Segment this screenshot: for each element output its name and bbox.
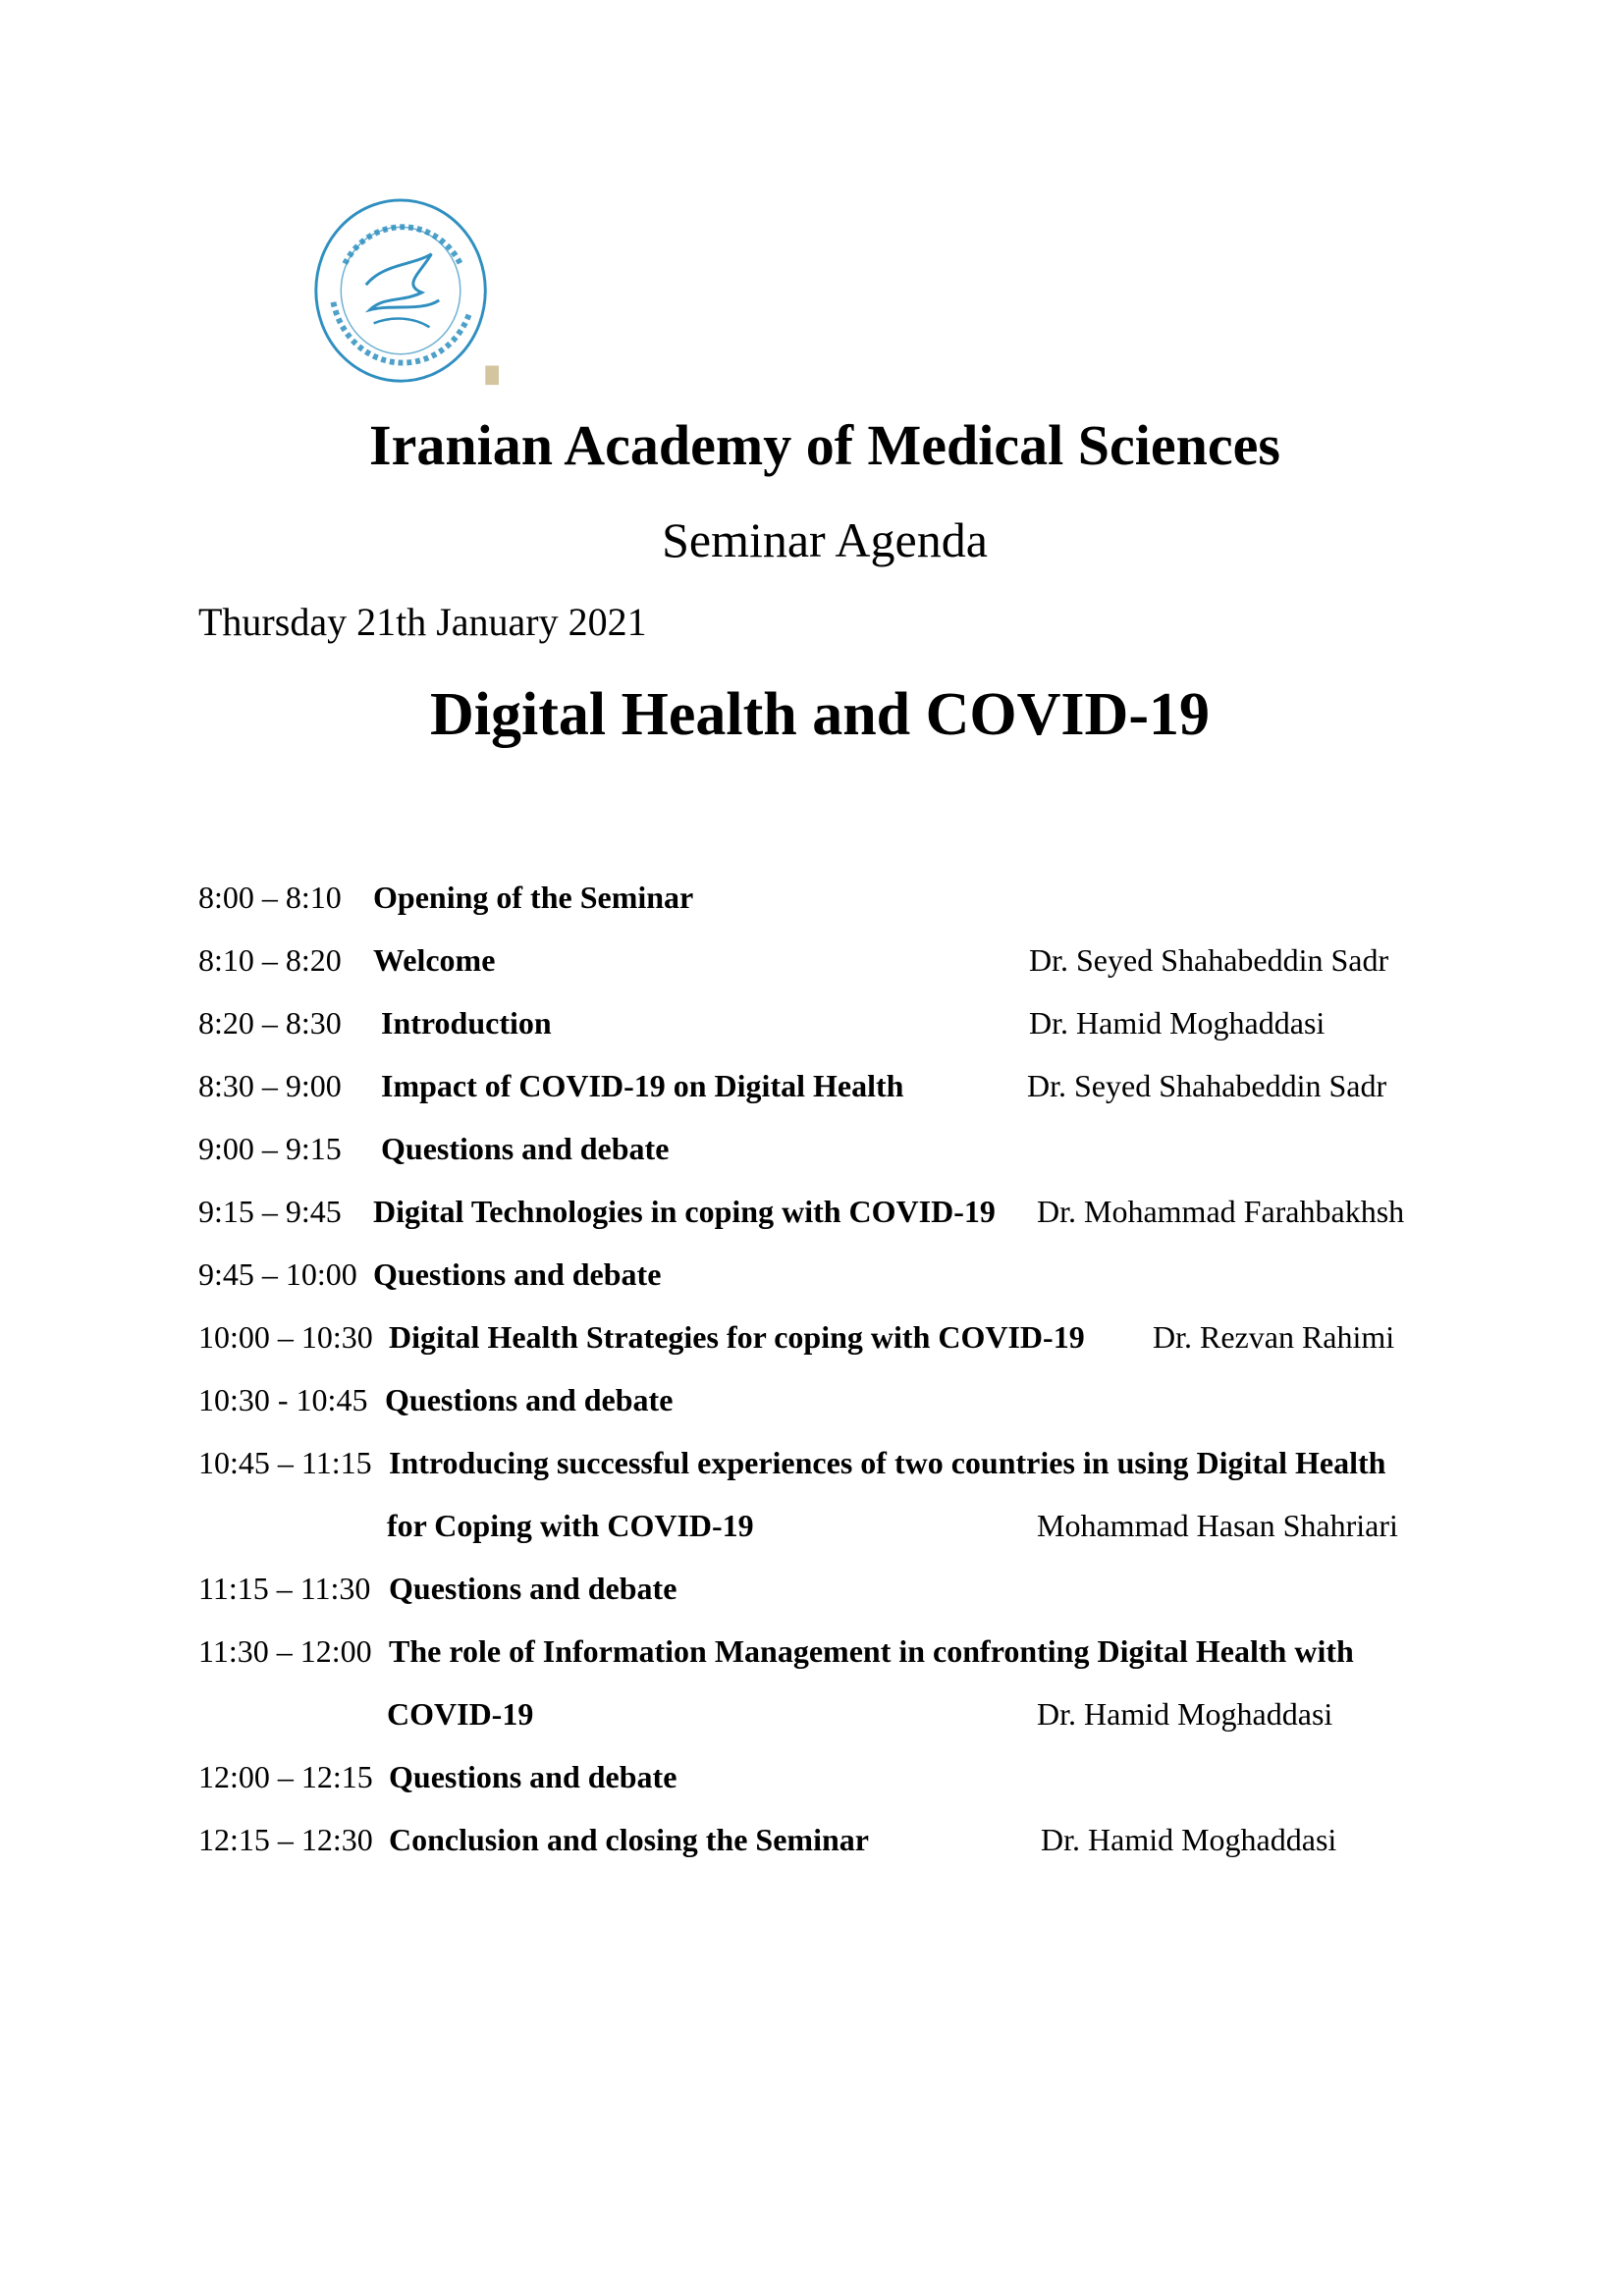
agenda-row xyxy=(0,1188,1624,1235)
agenda-time: 10:30 - 10:45 xyxy=(198,1382,368,1417)
agenda-speaker: Dr. Seyed Shahabeddin Sadr xyxy=(1027,1068,1387,1103)
agenda-speaker: Dr. Rezvan Rahimi xyxy=(1153,1319,1395,1355)
agenda-speaker: Dr. Hamid Moghaddasi xyxy=(1037,1696,1333,1732)
agenda-item: The role of Information Management in confronting Digital Health with xyxy=(389,1633,1354,1669)
academy-title: Iranian Academy of Medical Sciences xyxy=(369,413,1280,477)
agenda-item: Conclusion and closing the Seminar xyxy=(389,1822,869,1857)
agenda-time: 10:45 – 11:15 xyxy=(198,1445,372,1480)
agenda-time: 11:30 – 12:00 xyxy=(198,1633,372,1669)
agenda-time: 8:10 – 8:20 xyxy=(198,942,342,978)
agenda-row xyxy=(0,1753,1624,1800)
agenda-item: Welcome xyxy=(373,942,496,978)
agenda-item: Introducing successful experiences of two countries in using Digital Health xyxy=(389,1445,1386,1480)
agenda-speaker: Mohammad Hasan Shahriari xyxy=(1037,1508,1398,1543)
agenda-time: 9:00 – 9:15 xyxy=(198,1131,342,1166)
agenda-speaker: Dr. Hamid Moghaddasi xyxy=(1029,1005,1326,1041)
agenda-row xyxy=(0,1125,1624,1172)
agenda-time: 8:20 – 8:30 xyxy=(198,1005,342,1041)
agenda-row xyxy=(0,1565,1624,1612)
agenda-item: Introduction xyxy=(381,1005,552,1041)
agenda-speaker: Dr. Hamid Moghaddasi xyxy=(1041,1822,1337,1857)
agenda-item: Questions and debate xyxy=(385,1382,674,1417)
agenda-time: 11:15 – 11:30 xyxy=(198,1571,371,1606)
agenda-row-continuation xyxy=(0,1690,1624,1737)
agenda-time: 8:30 – 9:00 xyxy=(198,1068,342,1103)
agenda-row xyxy=(0,1439,1624,1486)
agenda-time: 9:15 – 9:45 xyxy=(198,1194,342,1229)
agenda-row xyxy=(0,874,1624,921)
agenda-item: Digital Technologies in coping with COVID-19 xyxy=(373,1194,996,1229)
agenda-time: 8:00 – 8:10 xyxy=(198,880,342,915)
agenda-item: Questions and debate xyxy=(373,1256,662,1292)
agenda-speaker: Dr. Seyed Shahabeddin Sadr xyxy=(1029,942,1389,978)
agenda-row xyxy=(0,1313,1624,1361)
agenda-row xyxy=(0,936,1624,984)
agenda-item-continuation: COVID-19 xyxy=(387,1696,534,1732)
agenda-item: Questions and debate xyxy=(389,1571,677,1606)
agenda-speaker: Dr. Mohammad Farahbakhsh xyxy=(1037,1194,1405,1229)
agenda-row xyxy=(0,1062,1624,1109)
agenda-row xyxy=(0,1251,1624,1298)
agenda-time: 12:15 – 12:30 xyxy=(198,1822,373,1857)
agenda-row xyxy=(0,1628,1624,1675)
agenda-row xyxy=(0,1376,1624,1423)
agenda-item: Impact of COVID-19 on Digital Health xyxy=(381,1068,904,1103)
agenda-time: 12:00 – 12:15 xyxy=(198,1759,373,1794)
agenda-time: 9:45 – 10:00 xyxy=(198,1256,357,1292)
agenda-item: Digital Health Strategies for coping with COVID-19 xyxy=(389,1319,1085,1355)
agenda-item: Opening of the Seminar xyxy=(373,880,694,915)
agenda-item: Questions and debate xyxy=(389,1759,677,1794)
seminar-topic: Digital Health and COVID-19 xyxy=(430,681,1210,748)
agenda-row-continuation xyxy=(0,1502,1624,1549)
agenda-item: Questions and debate xyxy=(381,1131,670,1166)
seminar-subtitle: Seminar Agenda xyxy=(662,512,988,567)
agenda-row xyxy=(0,1816,1624,1863)
agenda-row xyxy=(0,999,1624,1046)
agenda-item-continuation: for Coping with COVID-19 xyxy=(387,1508,754,1543)
agenda-time: 10:00 – 10:30 xyxy=(198,1319,373,1355)
seminar-date: Thursday 21th January 2021 xyxy=(198,600,647,644)
